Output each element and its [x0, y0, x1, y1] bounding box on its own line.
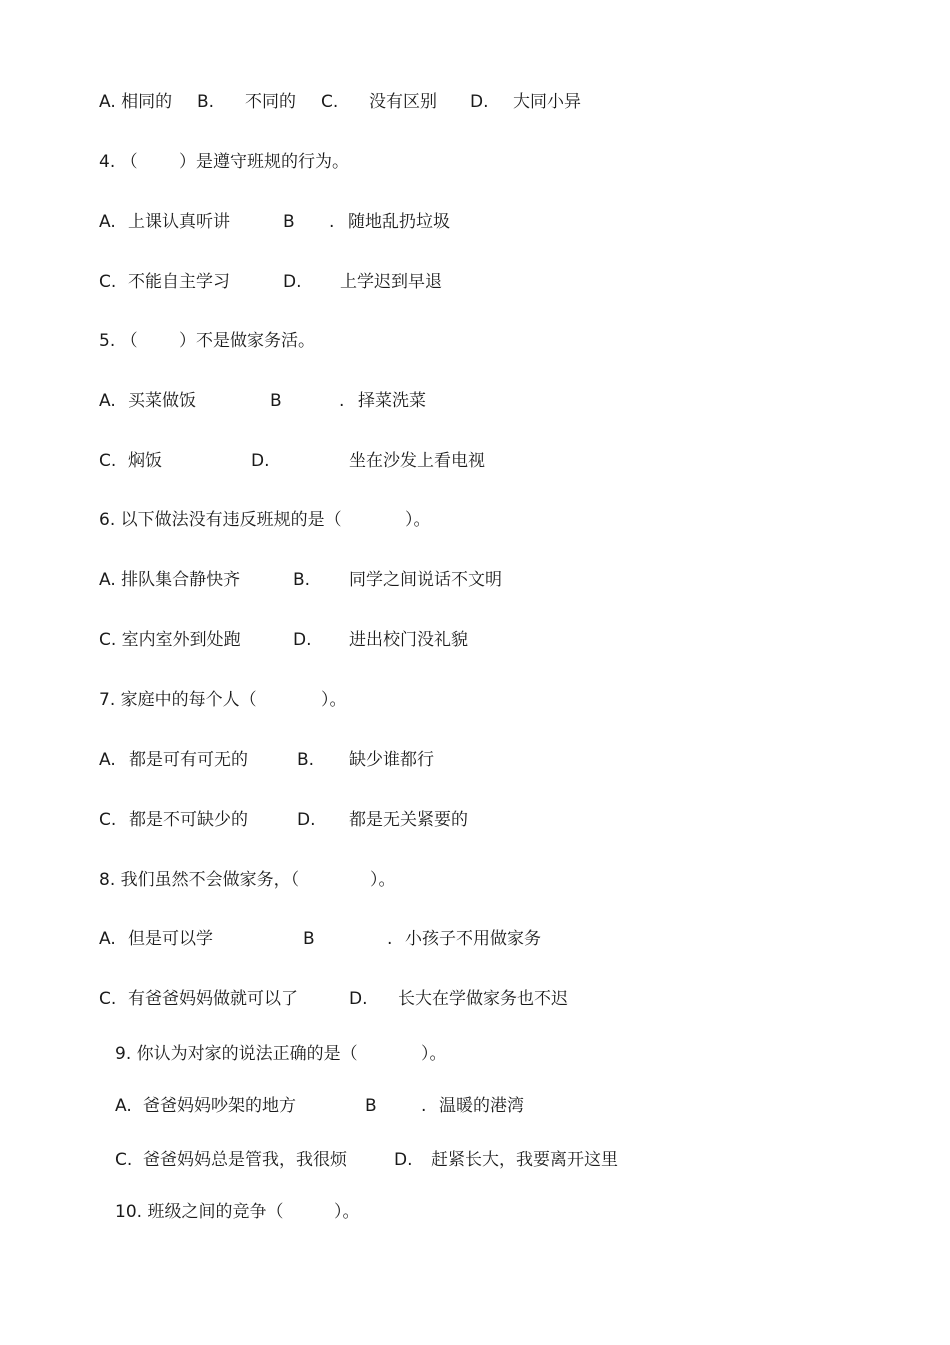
- option-line: [99, 629, 539, 651]
- question-text: 9. 你认为对家的说法正确的是（: [115, 1044, 358, 1064]
- option-a: A. 排队集合静快齐: [99, 570, 241, 590]
- question-7: [99, 689, 499, 711]
- option-a-text: 但是可以学: [128, 929, 213, 949]
- option-d-text: 长大在学做家务也不迟: [398, 989, 568, 1009]
- option-b-label: B.: [293, 570, 311, 590]
- question-9: [115, 1043, 515, 1065]
- option-d-text: 赶紧长大，我要离开这里: [431, 1150, 618, 1170]
- option-c-text: 有爸爸妈妈做就可以了: [128, 989, 298, 1009]
- option-line: [99, 749, 519, 771]
- question-text: ）不是做家务活。: [179, 331, 315, 351]
- option-d-label: D.: [251, 451, 270, 471]
- option-d-text: 大同小异: [513, 92, 581, 112]
- option-c-label: C.: [99, 810, 117, 830]
- option-b-label: B: [283, 212, 295, 232]
- option-line: [115, 1149, 645, 1171]
- question-suffix: ）。: [405, 510, 431, 530]
- option-c-label: C.: [115, 1150, 133, 1170]
- option-c-label: C.: [99, 272, 117, 292]
- option-b-label: B.: [297, 750, 315, 770]
- option-c-label: C.: [99, 989, 117, 1009]
- question-text: 8. 我们虽然不会做家务，（: [99, 870, 300, 890]
- option-b-text: 同学之间说话不文明: [349, 570, 502, 590]
- option-a-text: 上课认真听讲: [128, 212, 230, 232]
- option-b-label: B: [303, 929, 315, 949]
- option-a-text: 爸爸妈妈吵架的地方: [143, 1096, 296, 1116]
- question-text: ）是遵守班规的行为。: [179, 152, 349, 172]
- option-d-label: D.: [394, 1150, 413, 1170]
- option-a-text: 都是可有可无的: [129, 750, 248, 770]
- option-d-label: D.: [470, 92, 489, 112]
- option-b-text: 小孩子不用做家务: [405, 929, 541, 949]
- question-suffix: ）。: [370, 870, 396, 890]
- question-suffix: ）。: [321, 690, 347, 710]
- option-d-label: D.: [349, 989, 368, 1009]
- option-line: [99, 390, 499, 412]
- question-10: [115, 1201, 515, 1223]
- option-d-label: D.: [297, 810, 316, 830]
- option-a-text: 买菜做饭: [128, 391, 196, 411]
- option-d-label: D.: [283, 272, 302, 292]
- option-line: [99, 271, 499, 293]
- option-line: [99, 569, 539, 591]
- option-line: [99, 450, 519, 472]
- option-a: A. 相同的: [99, 92, 173, 112]
- option-c-text: 爸爸妈妈总是管我，我很烦: [143, 1150, 347, 1170]
- option-c-label: C.: [321, 92, 339, 112]
- question-text: 6. 以下做法没有违反班规的是（: [99, 510, 342, 530]
- option-b-label: B.: [197, 92, 215, 112]
- option-d-text: 进出校门没礼貌: [349, 630, 468, 650]
- option-c-label: C.: [99, 451, 117, 471]
- question-5: [99, 330, 499, 352]
- option-c-text: 没有区别: [369, 92, 437, 112]
- option-a-label: A.: [99, 750, 116, 770]
- option-b-text: 温暖的港湾: [439, 1096, 524, 1116]
- option-b-dot: .: [387, 929, 393, 949]
- option-b-dot: .: [421, 1096, 427, 1116]
- option-line: [99, 91, 619, 113]
- option-line: [99, 928, 559, 950]
- option-b-label: B: [270, 391, 282, 411]
- question-suffix: ）。: [421, 1044, 447, 1064]
- option-a-label: A.: [99, 391, 116, 411]
- question-8: [99, 869, 499, 891]
- question-prefix: 4. （: [99, 152, 138, 172]
- option-d-label: D.: [293, 630, 312, 650]
- option-d-text: 上学迟到早退: [340, 272, 442, 292]
- option-c-text: 都是不可缺少的: [129, 810, 248, 830]
- option-line: [99, 211, 499, 233]
- option-c-text: 不能自主学习: [128, 272, 230, 292]
- option-line: [99, 988, 589, 1010]
- question-prefix: 5. （: [99, 331, 138, 351]
- option-line: [99, 809, 519, 831]
- question-text: 10. 班级之间的竞争（: [115, 1202, 284, 1222]
- option-b-text: 不同的: [245, 92, 296, 112]
- question-text: 7. 家庭中的每个人（: [99, 690, 257, 710]
- option-a-label: A.: [99, 212, 116, 232]
- option-c: C. 室内室外到处跑: [99, 630, 241, 650]
- option-a-label: A.: [115, 1096, 132, 1116]
- option-b-dot: .: [339, 391, 345, 411]
- option-b-text: 随地乱扔垃圾: [348, 212, 450, 232]
- option-a-label: A.: [99, 929, 116, 949]
- option-line: [115, 1095, 555, 1117]
- question-6: [99, 509, 499, 531]
- option-b-text: 缺少谁都行: [349, 750, 434, 770]
- option-b-dot: .: [329, 212, 335, 232]
- option-c-text: 焖饭: [128, 451, 162, 471]
- question-suffix: ）。: [334, 1202, 360, 1222]
- option-b-label: B: [365, 1096, 377, 1116]
- option-d-text: 坐在沙发上看电视: [349, 451, 485, 471]
- question-4: [99, 151, 499, 173]
- option-b-text: 择菜洗菜: [358, 391, 426, 411]
- option-d-text: 都是无关紧要的: [349, 810, 468, 830]
